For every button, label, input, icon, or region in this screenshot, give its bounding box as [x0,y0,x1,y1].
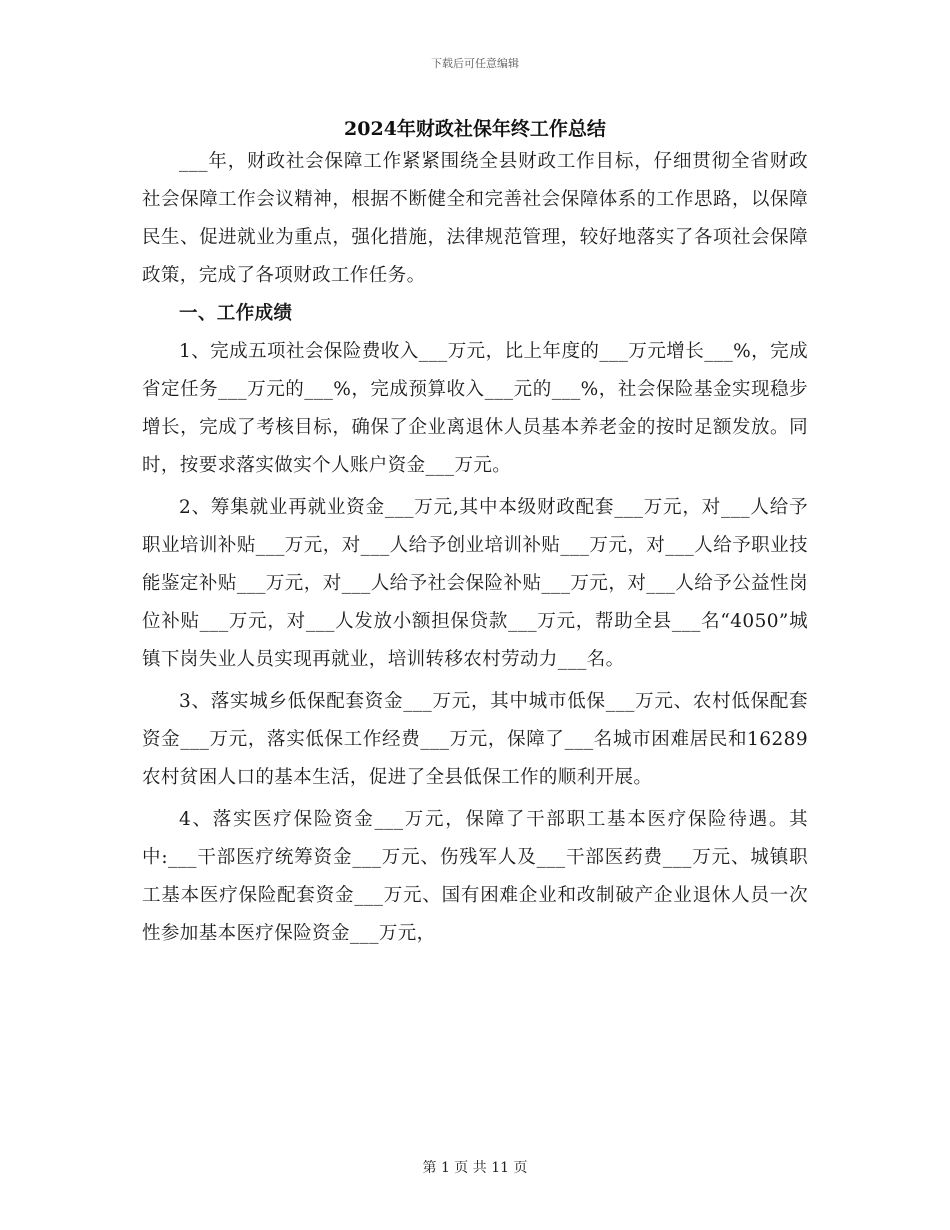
intro-paragraph: ___年，财政社会保障工作紧紧围绕全县财政工作目标，仔细贯彻全省财政社会保障工作会议精神，根据不断健全和完善社会保障体系的工作思路，以保障民生、促进就业为重点，强化措施，法律规范管理，较好地落实了各项社会保障政策，完成了各项财政工作任务。 [142,151,808,286]
header-note: 下载后可任意编辑 [431,57,519,70]
item-paragraph-4: 4、落实医疗保险资金___万元，保障了干部职工基本医疗保险待遇。其中:___干部医疗统筹资金___万元、伤残军人及___干部医药费___万元、城镇职工基本医疗保险配套资金___万元、国有困难企业和改制破产企业退休人员一次性参加基本医疗保险资金___万元， [142,809,808,944]
document-body [142,143,808,957]
section-heading: 一、工作成绩 [179,303,293,324]
document-title: 2024年财政社保年终工作总结 [344,118,606,140]
item-paragraph-1: 1、完成五项社会保险费收入___万元，比上年度的___万元增长___%，完成省定任务___万元的___%，完成预算收入___元的___%，社会保险基金实现稳步增长，完成了考核目标，确保了企业离退休人员基本养老金的按时足额发放。同时，按要求落实做实个人账户资金___万元。 [142,341,808,476]
item-paragraph-3: 3、落实城乡低保配套资金___万元，其中城市低保___万元、农村低保配套资金___万元，落实低保工作经费___万元，保障了___名城市困难居民和16289农村贫困人口的基本生活，促进了全县低保工作的顺利开展。 [142,691,808,788]
page-number: 第 1 页 共 11 页 [422,1160,528,1176]
item-paragraph-2: 2、筹集就业再就业资金___万元,其中本级财政配套___万元，对___人给予职业培训补贴___万元，对___人给予创业培训补贴___万元，对___人给予职业技能鉴定补贴___万元，对___人给予社会保险补贴___万元，对___人给予公益性岗位补贴___万元，对___人发放小额担保贷款___万元，帮助全县___名“4050”城镇下岗失业人员实现再就业，培训转移农村劳动力___名。 [142,497,808,670]
